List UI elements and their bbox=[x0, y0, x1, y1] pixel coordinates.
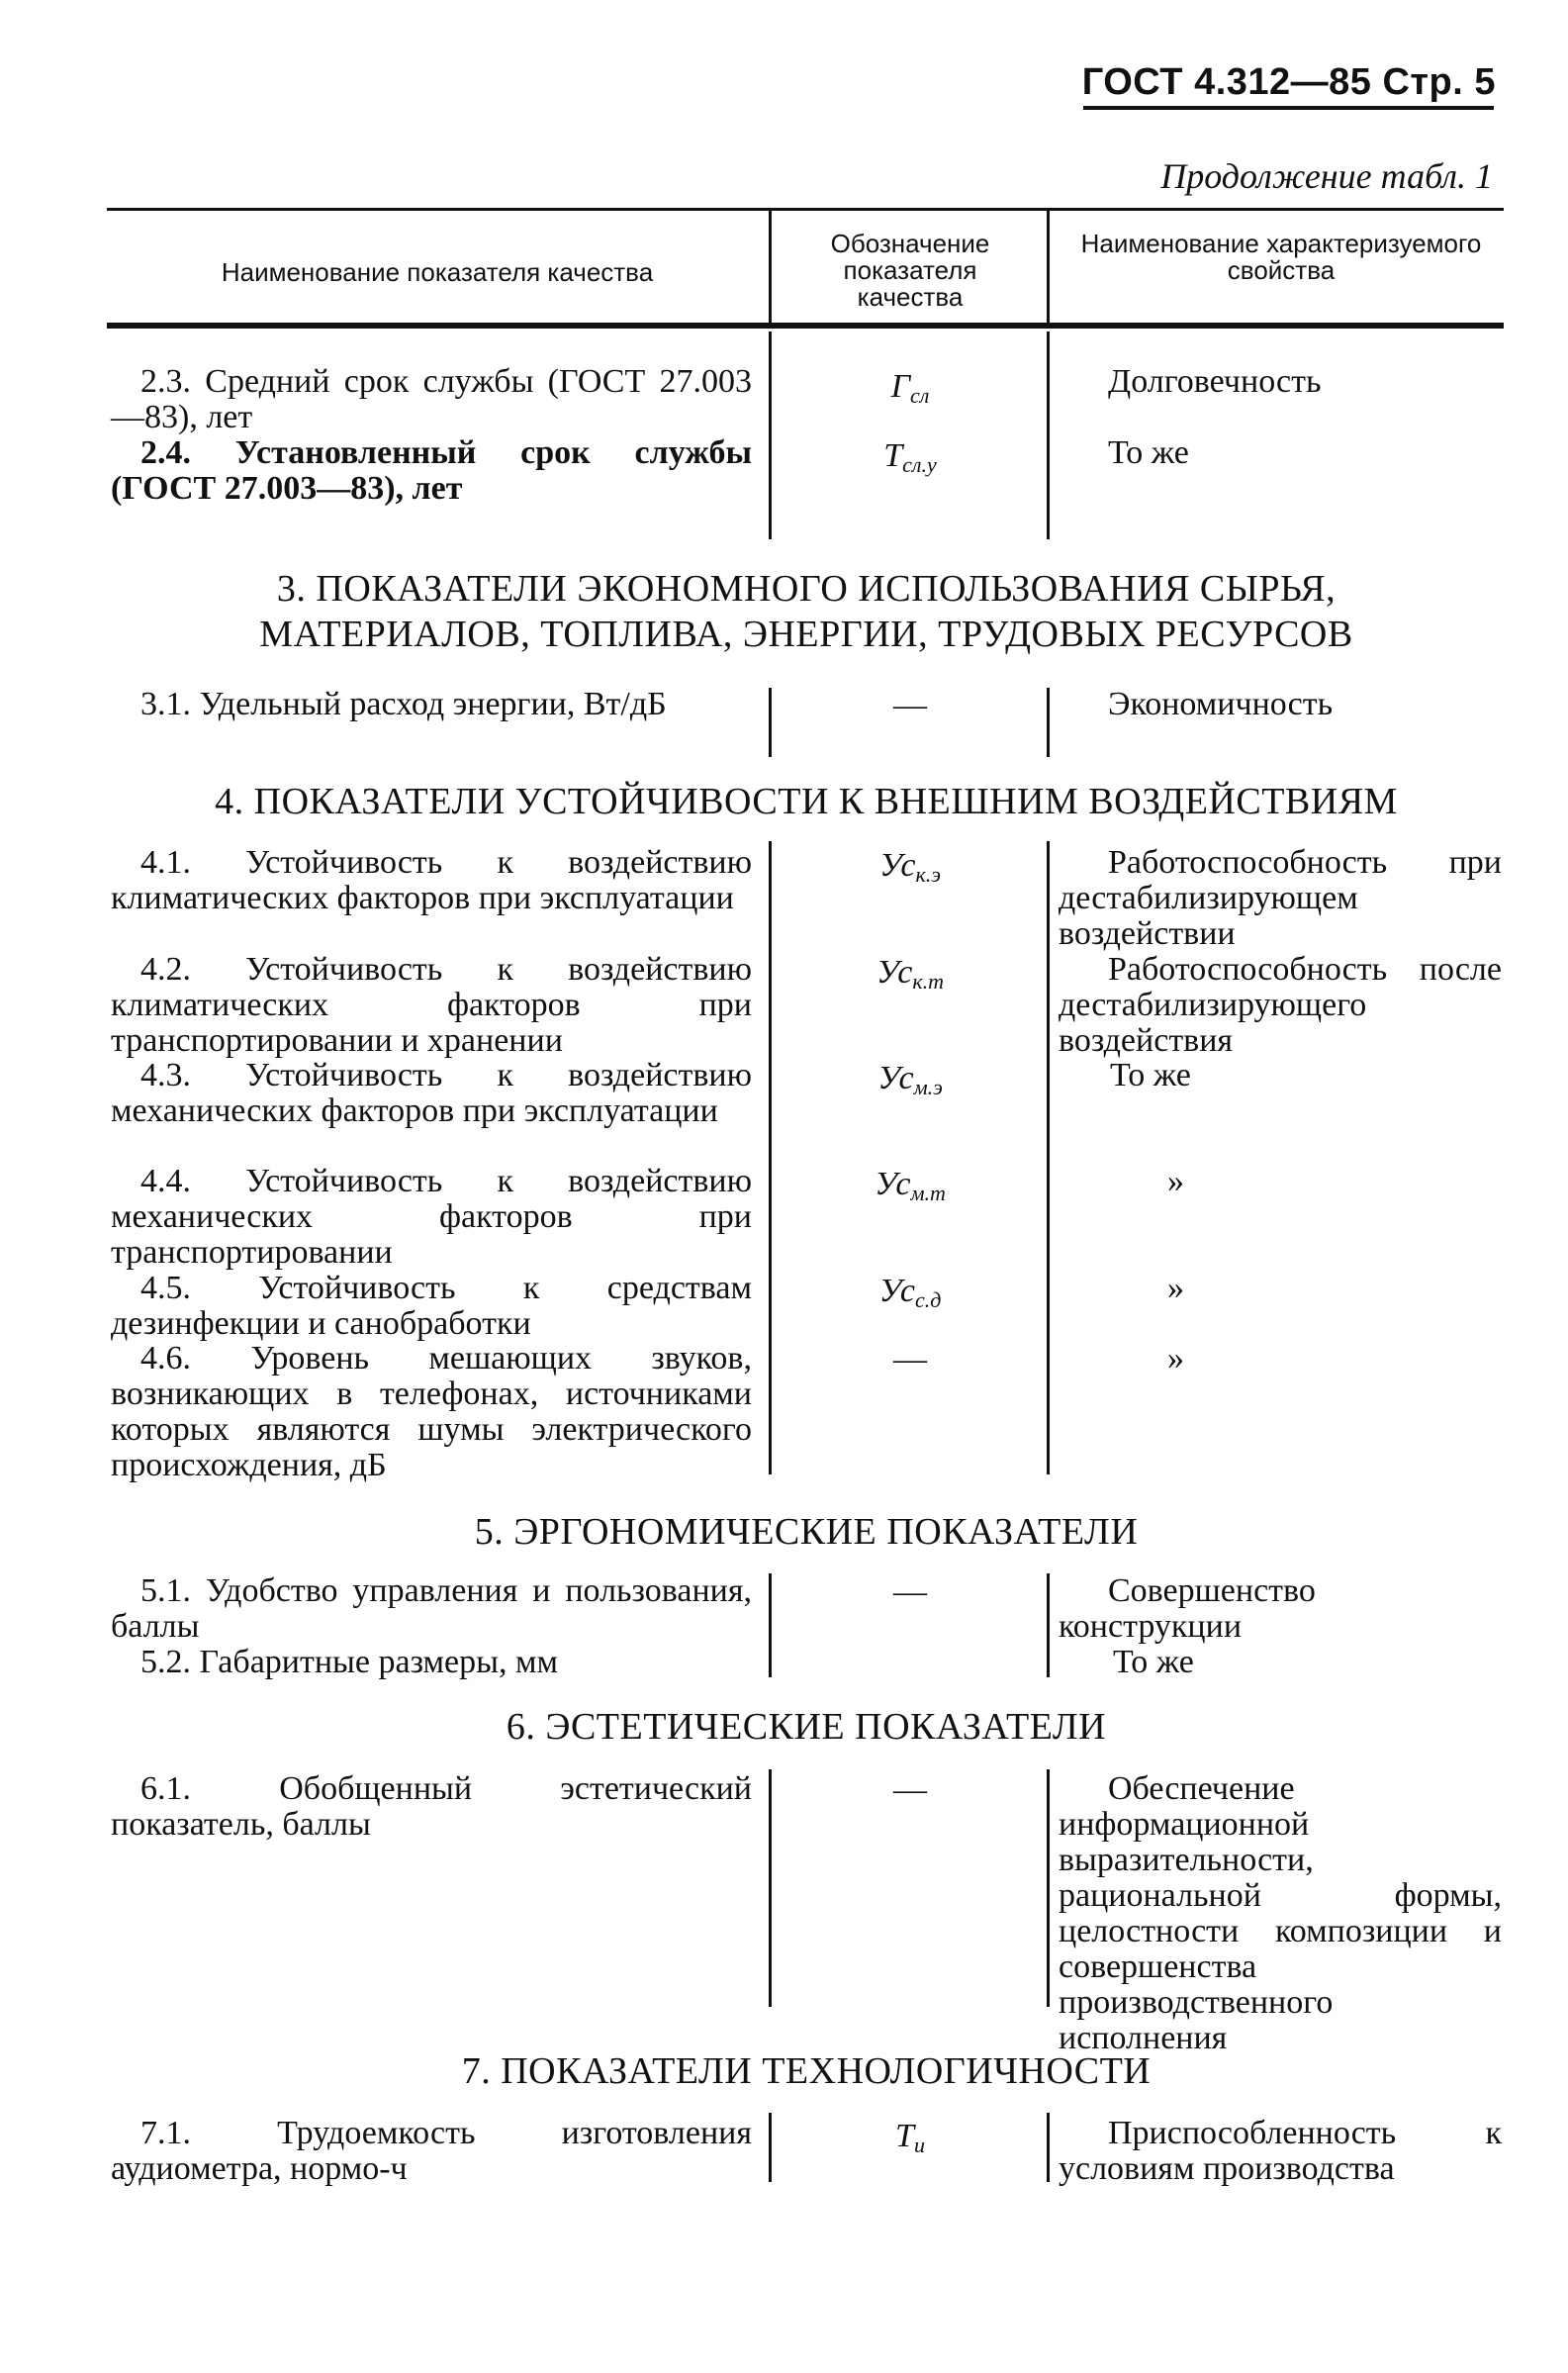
column-header-symbol: Обозначение показателя качества bbox=[830, 229, 990, 312]
property-4-5: » bbox=[1167, 1270, 1184, 1306]
symbol-4-2: $Ус_{к.т}$ bbox=[876, 954, 945, 994]
property-2-4: То же bbox=[1108, 434, 1189, 471]
property-5-2: То же bbox=[1113, 1644, 1194, 1680]
section-6-title: 6. ЭСТЕТИЧЕСКИЕ ПОКАЗАТЕЛИ bbox=[506, 1706, 1107, 1748]
header-rule bbox=[1083, 106, 1494, 110]
section-7-title: 7. ПОКАЗАТЕЛИ ТЕХНОЛОГИЧНОСТИ bbox=[461, 2050, 1152, 2092]
property-5-1: Совершенство конструкции bbox=[1059, 1572, 1316, 1645]
indicator-4-2: 4.2. Устойчивость к воздействию климатических факторов при транспортировании и хранении bbox=[111, 951, 752, 1059]
property-7-1: Приспособленность к условиям производства bbox=[1059, 2115, 1502, 2187]
document-reference: ГОСТ 4.312—85 Стр. 5 bbox=[1081, 61, 1496, 103]
symbol-4-5: $Ус_{с.д}$ bbox=[878, 1273, 942, 1312]
indicator-4-3: 4.3. Устойчивость к воздействию механических факторов при эксплуатации bbox=[111, 1057, 752, 1129]
indicator-2-4: 2.4. Установленный срок службы (ГОСТ 27.003—83), лет bbox=[111, 434, 752, 507]
indicator-6-1: 6.1. Обобщенный эстетический показатель, баллы bbox=[111, 1770, 752, 1843]
indicator-5-2: 5.2. Габаритные размеры, мм bbox=[140, 1644, 558, 1680]
property-3-1: Экономичность bbox=[1108, 686, 1334, 722]
symbol-3-1: — bbox=[893, 687, 927, 723]
property-4-1: Работоспособность при дестабилизирующем воздействии bbox=[1059, 844, 1502, 952]
indicator-7-1: 7.1. Трудоемкость изготовления аудиометра, нормо-ч bbox=[111, 2115, 752, 2187]
property-2-3: Долговечность bbox=[1108, 363, 1322, 400]
property-6-1: Обеспечение информационной выразительности, рациональной формы, целостности композиции и совершенства производственного исполнения bbox=[1059, 1770, 1502, 2056]
table-top-rule bbox=[107, 208, 1504, 211]
column-divider bbox=[1047, 208, 1050, 325]
property-4-6: » bbox=[1167, 1340, 1184, 1376]
indicator-5-1: 5.1. Удобство управления и пользования, баллы bbox=[111, 1572, 752, 1645]
section-4-title: 4. ПОКАЗАТЕЛИ УСТОЙЧИВОСТИ К ВНЕШНИМ ВОЗДЕЙСТВИЯМ bbox=[215, 781, 1398, 822]
indicator-2-3: 2.3. Средний срок службы (ГОСТ 27.003—83), лет bbox=[111, 363, 752, 435]
section-5-title: 5. ЭРГОНОМИЧЕСКИЕ ПОКАЗАТЕЛИ bbox=[474, 1511, 1139, 1553]
table-continuation-note: Продолжение табл. 1 bbox=[1160, 156, 1493, 196]
property-4-3: То же bbox=[1110, 1057, 1191, 1093]
column-header-indicator: Наименование показателя качества bbox=[221, 257, 654, 287]
symbol-2-3: $Г_{сл}$ bbox=[890, 368, 930, 408]
symbol-4-6: — bbox=[893, 1341, 927, 1377]
column-divider bbox=[769, 208, 772, 325]
symbol-7-1: $Т_и$ bbox=[895, 2118, 925, 2157]
symbol-2-4: $Т_{сл.у}$ bbox=[883, 437, 937, 477]
column-divider bbox=[1047, 841, 1050, 1474]
indicator-4-1: 4.1. Устойчивость к воздействию климатических факторов при эксплуатации bbox=[111, 844, 752, 916]
property-4-4: » bbox=[1167, 1163, 1184, 1199]
symbol-4-3: $Ус_{м.э}$ bbox=[877, 1060, 943, 1099]
symbol-4-4: $Ус_{м.т}$ bbox=[875, 1166, 946, 1205]
column-divider bbox=[1047, 332, 1050, 539]
indicator-3-1: 3.1. Удельный расход энергии, Вт/дБ bbox=[140, 686, 667, 722]
property-4-2: Работоспособность после дестабилизирующего воздействия bbox=[1059, 951, 1502, 1059]
section-3-title: 3. ПОКАЗАТЕЛИ ЭКОНОМНОГО ИСПОЛЬЗОВАНИЯ СЫРЬЯ, МАТЕРИАЛОВ, ТОПЛИВА, ЭНЕРГИИ, ТРУДОВЫХ РЕСУРСОВ bbox=[259, 568, 1353, 655]
table-head-rule bbox=[107, 323, 1504, 329]
indicator-4-6: 4.6. Уровень мешающих звуков, возникающих в телефонах, источниками которых являются шумы электрического происхождения, дБ bbox=[111, 1340, 752, 1483]
column-header-property: Наименование характеризуемого свойства bbox=[1080, 229, 1482, 285]
column-divider bbox=[769, 332, 772, 539]
column-divider bbox=[769, 841, 772, 1474]
symbol-6-1: — bbox=[893, 1771, 927, 1808]
symbol-5-1: — bbox=[893, 1573, 927, 1610]
indicator-4-5: 4.5. Устойчивость к средствам дезинфекции и санобработки bbox=[111, 1270, 752, 1342]
symbol-4-1: $Ус_{к.э}$ bbox=[879, 847, 941, 887]
indicator-4-4: 4.4. Устойчивость к воздействию механических факторов при транспортировании bbox=[111, 1163, 752, 1271]
